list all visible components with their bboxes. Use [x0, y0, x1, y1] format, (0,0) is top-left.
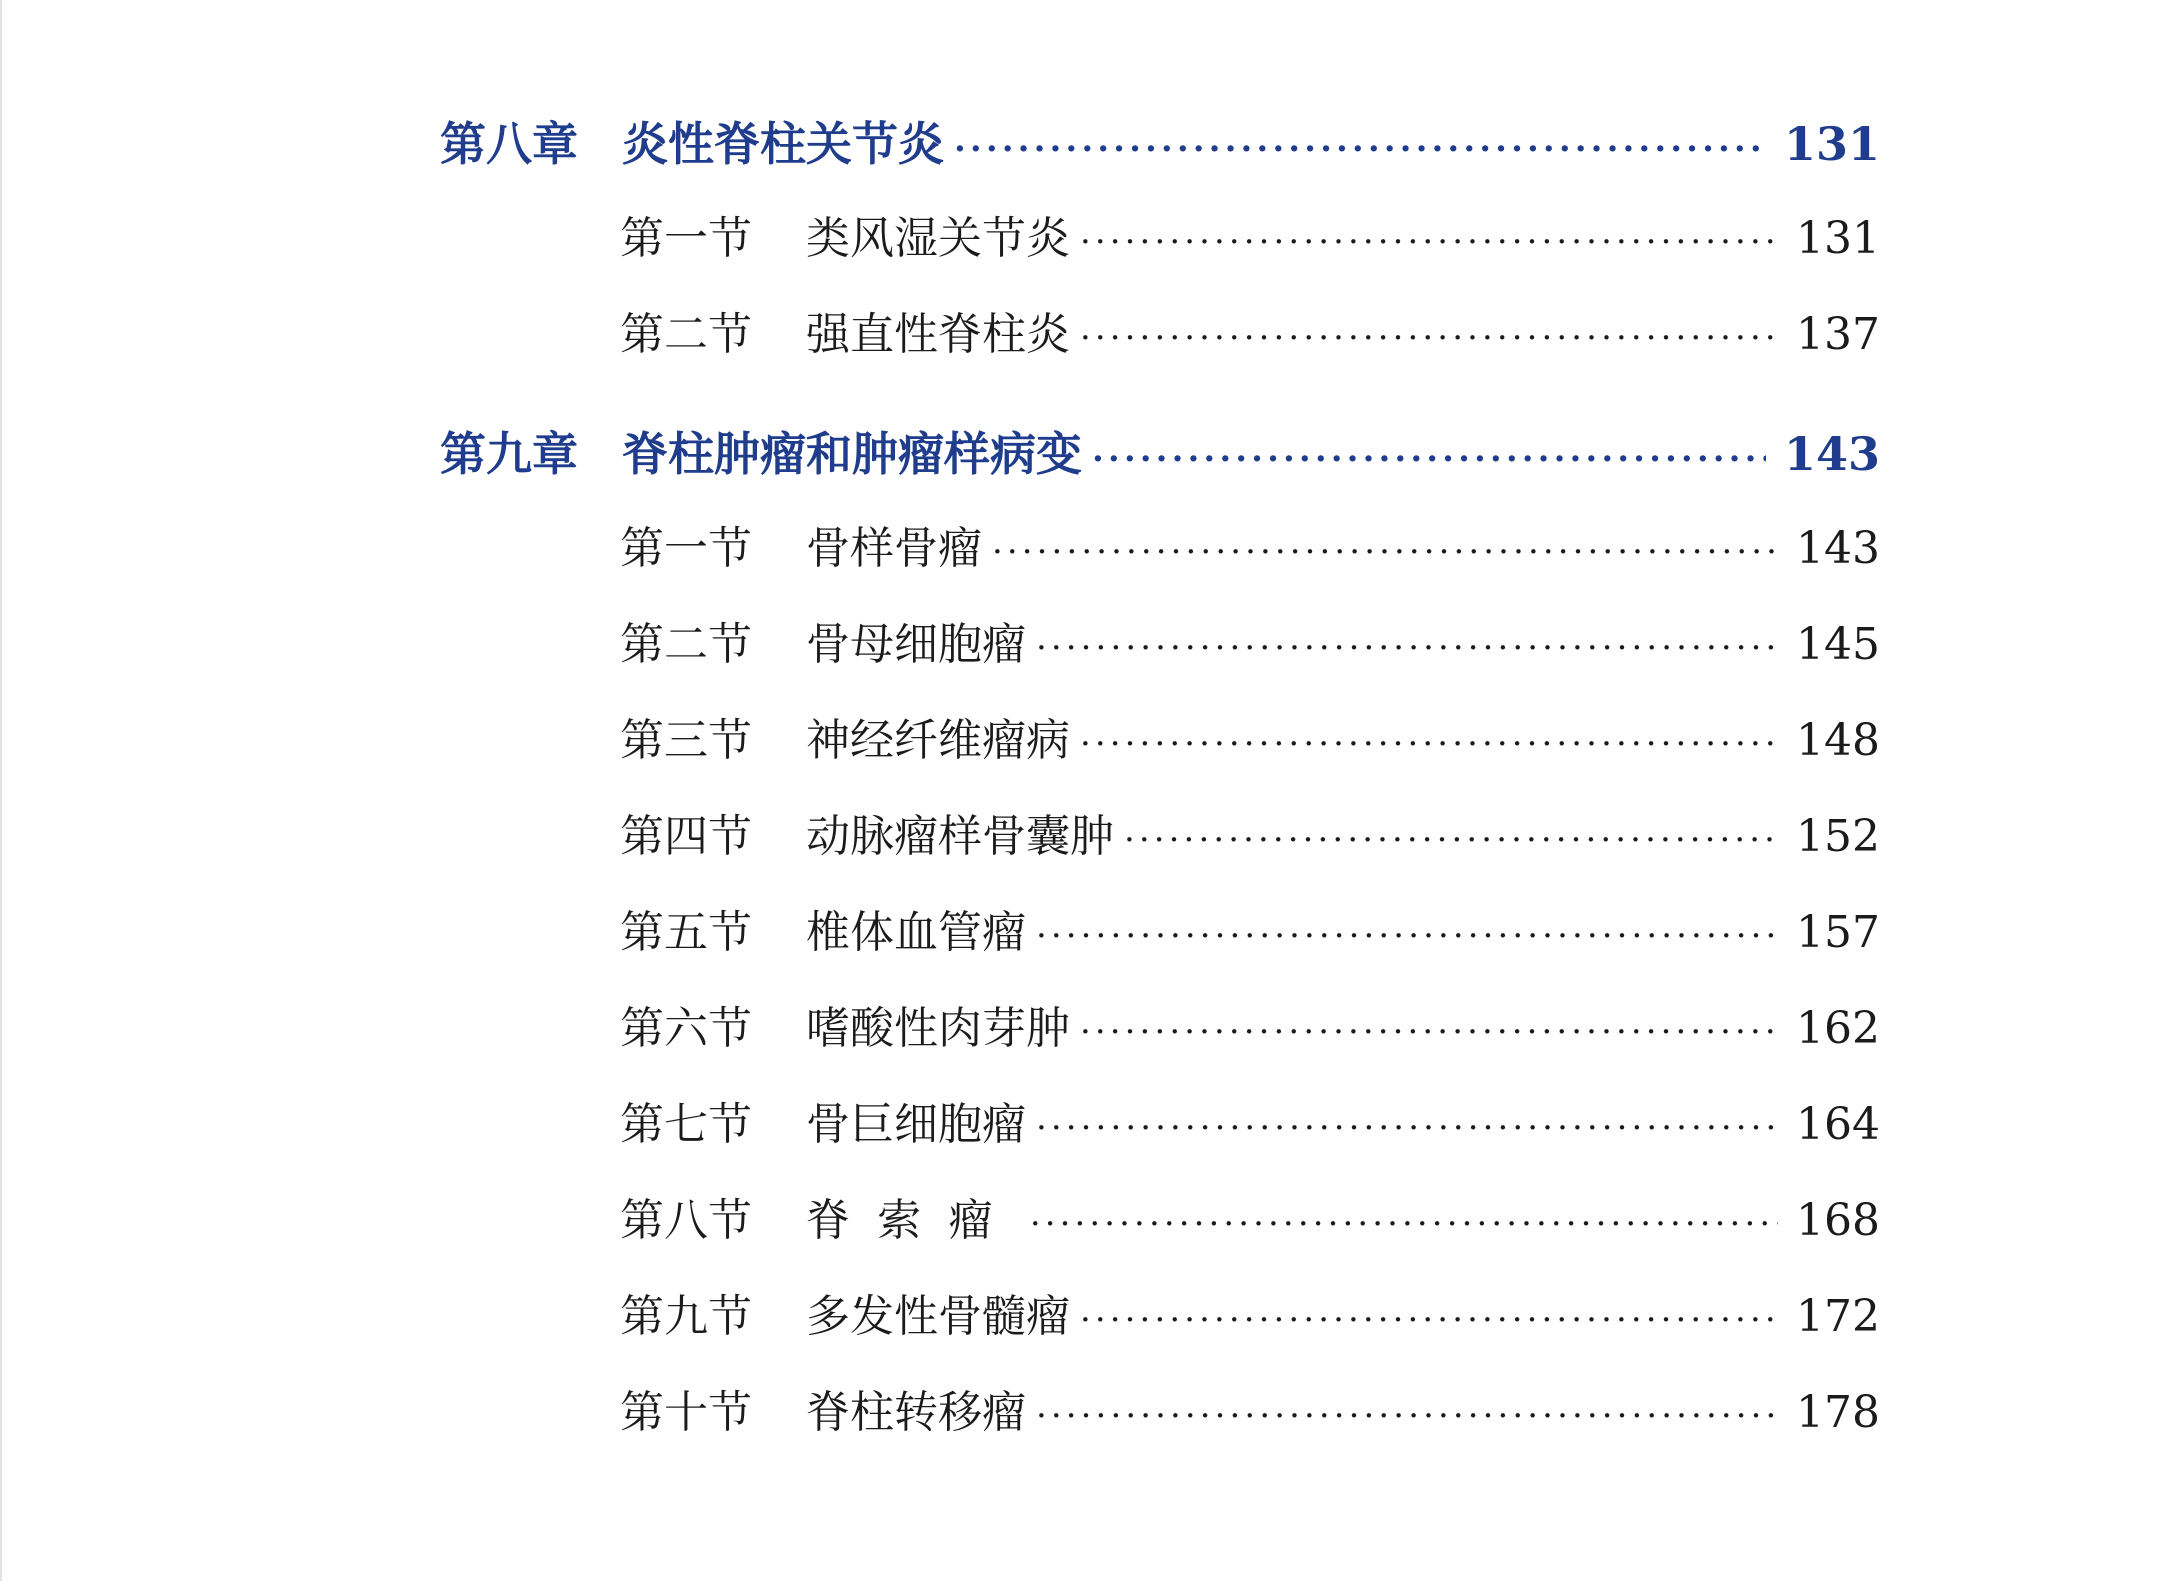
- section-page-number: 162: [1796, 1003, 1880, 1054]
- section-number: 第三节: [620, 715, 752, 766]
- section-entry[interactable]: [440, 800, 1880, 862]
- dot-leader: [992, 532, 1778, 572]
- section-page-number: 131: [1796, 213, 1880, 264]
- section-title: 骨样骨瘤: [806, 523, 982, 574]
- section-page-number: 145: [1796, 619, 1880, 670]
- page-left-edge: [0, 0, 2, 1581]
- section-title: 椎体血管瘤: [806, 907, 1026, 958]
- section-title: 动脉瘤样骨囊肿: [806, 811, 1114, 862]
- section-page-number: 157: [1796, 907, 1880, 958]
- section-title: 骨巨细胞瘤: [806, 1099, 1026, 1150]
- section-title: 类风湿关节炎: [806, 213, 1070, 264]
- section-entry[interactable]: [440, 512, 1880, 574]
- section-page-number: 168: [1796, 1195, 1880, 1246]
- dot-leader: [1080, 1300, 1778, 1340]
- dot-leader: [1080, 724, 1778, 764]
- dot-leader: [1036, 628, 1778, 668]
- dot-leader: [1080, 318, 1778, 358]
- section-number: 第八节: [620, 1195, 752, 1246]
- section-number: 第十节: [620, 1387, 752, 1438]
- dot-leader: [1036, 916, 1778, 956]
- dot-leader: [1080, 1012, 1778, 1052]
- dot-leader: [1036, 1108, 1778, 1148]
- chapter-8: [440, 108, 1880, 360]
- section-number: 第九节: [620, 1291, 752, 1342]
- section-entry[interactable]: [440, 1280, 1880, 1342]
- section-page-number: 143: [1796, 523, 1880, 574]
- dot-leader: [1030, 1204, 1778, 1244]
- section-page-number: 137: [1796, 309, 1880, 360]
- dot-leader: [1080, 222, 1778, 262]
- section-entry[interactable]: [440, 1376, 1880, 1438]
- chapter-entry[interactable]: [440, 418, 1880, 480]
- section-title: 多发性骨髓瘤: [806, 1291, 1070, 1342]
- section-number: 第四节: [620, 811, 752, 862]
- section-page-number: 178: [1796, 1387, 1880, 1438]
- section-page-number: 152: [1796, 811, 1880, 862]
- chapter-page-number: 131: [1783, 117, 1880, 171]
- section-entry[interactable]: [440, 704, 1880, 766]
- chapter-number: 第九章: [440, 427, 578, 481]
- section-number: 第六节: [620, 1003, 752, 1054]
- section-number: 第五节: [620, 907, 752, 958]
- section-entry[interactable]: [440, 202, 1880, 264]
- section-entry[interactable]: [440, 608, 1880, 670]
- chapter-page-number: 143: [1783, 427, 1880, 481]
- section-entry[interactable]: [440, 298, 1880, 360]
- section-entry[interactable]: [440, 896, 1880, 958]
- section-number: 第一节: [620, 523, 752, 574]
- section-title: 嗜酸性肉芽肿: [806, 1003, 1070, 1054]
- chapter-title: 脊柱肿瘤和肿瘤样病变: [622, 427, 1082, 481]
- section-number: 第一节: [620, 213, 752, 264]
- section-title: 神经纤维瘤病: [806, 715, 1070, 766]
- section-entry[interactable]: [440, 1184, 1880, 1246]
- section-title: 脊索瘤: [806, 1195, 1020, 1246]
- section-number: 第二节: [620, 619, 752, 670]
- chapter-entry[interactable]: [440, 108, 1880, 170]
- section-title: 强直性脊柱炎: [806, 309, 1070, 360]
- chapter-9: [440, 418, 1880, 1438]
- dot-leader: [954, 129, 1766, 169]
- section-number: 第七节: [620, 1099, 752, 1150]
- section-page-number: 148: [1796, 715, 1880, 766]
- chapter-title: 炎性脊柱关节炎: [622, 117, 944, 171]
- dot-leader: [1124, 820, 1778, 860]
- section-title: 脊柱转移瘤: [806, 1387, 1026, 1438]
- section-page-number: 172: [1796, 1291, 1880, 1342]
- table-of-contents: [440, 108, 1880, 1438]
- section-entry[interactable]: [440, 1088, 1880, 1150]
- dot-leader: [1092, 439, 1766, 479]
- section-number: 第二节: [620, 309, 752, 360]
- chapter-number: 第八章: [440, 117, 578, 171]
- section-title: 骨母细胞瘤: [806, 619, 1026, 670]
- dot-leader: [1036, 1396, 1778, 1436]
- section-entry[interactable]: [440, 992, 1880, 1054]
- section-page-number: 164: [1796, 1099, 1880, 1150]
